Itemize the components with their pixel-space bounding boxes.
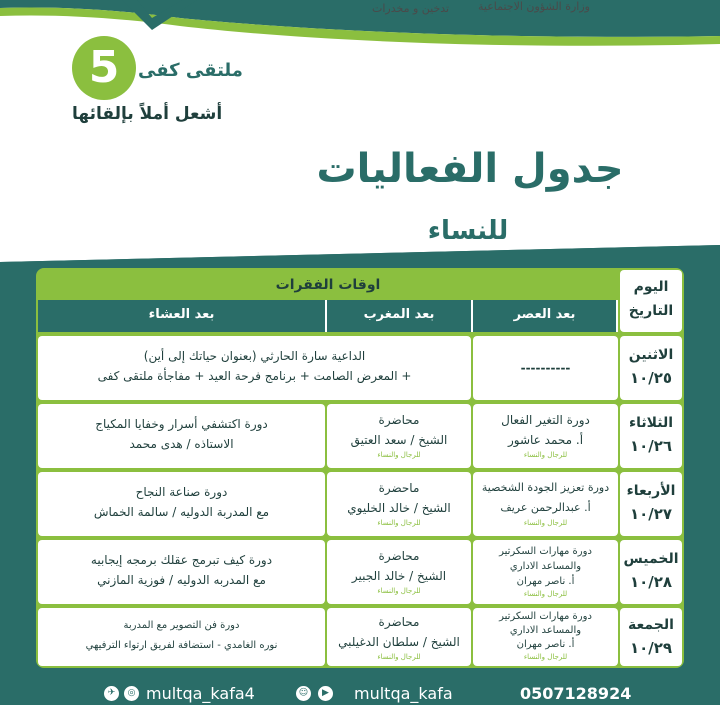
cell-line: الشيخ / خالد الخليوي bbox=[347, 501, 451, 515]
cell-line: والمساعد الاداري bbox=[509, 625, 582, 636]
asr-cell bbox=[473, 404, 618, 468]
cell-line: الداعية سارة الحارثي (بعنوان حياتك إلى أين) bbox=[143, 349, 366, 363]
cell-line: محاضرة bbox=[378, 549, 420, 563]
page-title: جدول الفعاليات bbox=[316, 146, 624, 192]
youtube-icon[interactable]: ▶ bbox=[318, 686, 333, 701]
snapchat-icon[interactable]: ☺ bbox=[296, 686, 311, 701]
day-date: ١٠/٢٨ bbox=[629, 573, 673, 591]
cell-line: محاضرة bbox=[378, 413, 420, 427]
logo-checkmark-icon bbox=[112, 0, 202, 40]
asr-cell bbox=[473, 540, 618, 604]
day-date-header bbox=[620, 270, 682, 332]
cell-line: نوره الغامدي - استضافة لفريق ارتواء الترفيهي bbox=[85, 640, 278, 651]
table-row-day bbox=[620, 540, 682, 604]
cell-line: دورة تعزيز الجودة الشخصية bbox=[481, 481, 610, 494]
social-handle-secondary[interactable]: multqa_kafa4 bbox=[146, 684, 255, 703]
isha-cell bbox=[38, 472, 325, 536]
header-tagline: تدخين و مخدرات bbox=[372, 2, 450, 15]
cell-line: الشيخ / سلطان الدغيلبي bbox=[338, 635, 460, 649]
cell-line: أ. ناصر مهران bbox=[516, 576, 575, 587]
cell-line: مع المدربه الدوليه / فوزية المازني bbox=[97, 573, 266, 587]
cell-line: الشيخ / سعد العتيق bbox=[350, 433, 448, 447]
audience-note: للرجال والنساء bbox=[377, 653, 421, 661]
day-date: ١٠/٢٥ bbox=[629, 369, 673, 387]
slogan: أشعل أملاً بإلقائها bbox=[72, 104, 223, 124]
isha-cell bbox=[38, 608, 325, 666]
day-name: الأربعاء bbox=[626, 483, 676, 499]
cell-line: والمساعد الاداري bbox=[509, 561, 582, 572]
cell-line: دورة صناعة النجاح bbox=[135, 485, 228, 499]
logo-number-badge: 5 bbox=[72, 36, 136, 100]
cell-line: دورة التغير الفعال bbox=[501, 413, 590, 427]
combined-cell bbox=[38, 336, 471, 400]
page-subtitle: للنساء bbox=[427, 216, 509, 246]
audience-note: للرجال والنساء bbox=[377, 451, 421, 459]
isha-cell bbox=[38, 540, 325, 604]
audience-note: للرجال والنساء bbox=[377, 587, 421, 595]
date-header: التاريخ bbox=[628, 303, 674, 319]
isha-cell bbox=[38, 404, 325, 468]
audience-note: للرجال والنساء bbox=[377, 519, 421, 527]
day-header: اليوم bbox=[633, 279, 669, 295]
asr-cell bbox=[473, 472, 618, 536]
table-row-day bbox=[620, 472, 682, 536]
maghrib-cell bbox=[327, 472, 471, 536]
cell-line: ماحضرة bbox=[378, 481, 420, 495]
day-date: ١٠/٢٦ bbox=[629, 437, 673, 455]
brand-name: ملتقى كفى bbox=[138, 60, 243, 81]
phone-number: 0507128924 bbox=[520, 684, 632, 703]
day-name: الجمعة bbox=[628, 617, 674, 633]
cell-line: دورة كيف تبرمج عقلك برمجه إيجابيه bbox=[90, 553, 273, 567]
day-name: الاثنين bbox=[628, 347, 674, 363]
day-date: ١٠/٢٧ bbox=[629, 505, 673, 523]
times-header: اوقات الفقرات bbox=[275, 277, 381, 293]
audience-note: للرجال والنساء bbox=[523, 451, 568, 459]
day-date: ١٠/٢٩ bbox=[629, 639, 673, 657]
cell-line: أ. ناصر مهران bbox=[516, 639, 575, 650]
maghrib-cell bbox=[327, 608, 471, 666]
cell-line: الشيخ / خالد الجبير bbox=[351, 569, 447, 583]
cell-line: دورة مهارات السكرتير bbox=[499, 611, 592, 622]
table-row-day bbox=[620, 608, 682, 666]
schedule-table bbox=[36, 268, 684, 678]
maghrib-cell bbox=[327, 404, 471, 468]
audience-note: للرجال والنساء bbox=[523, 590, 568, 598]
ministry-name: وزارة الشؤون الاجتماعية bbox=[478, 0, 590, 13]
cell-line: أ. محمد عاشور bbox=[507, 433, 584, 447]
instagram-icon[interactable]: ◎ bbox=[124, 686, 139, 701]
cell-line: الاستاذه / هدى محمد bbox=[129, 437, 234, 451]
day-name: الثلاثاء bbox=[628, 415, 674, 431]
column-header-isha: بعد العشاء bbox=[38, 300, 327, 332]
cell-line: محاضرة bbox=[378, 615, 420, 629]
asr-cell bbox=[473, 608, 618, 666]
day-name: الخميس bbox=[623, 551, 679, 567]
table-row-day bbox=[620, 404, 682, 468]
audience-note: للرجال والنساء bbox=[523, 653, 568, 661]
table-row-day bbox=[620, 336, 682, 400]
maghrib-cell bbox=[327, 540, 471, 604]
twitter-icon[interactable]: ✈ bbox=[104, 686, 119, 701]
cell-line: دورة فن التصوير مع المدربة bbox=[123, 620, 240, 631]
audience-note: للرجال والنساء bbox=[523, 519, 568, 527]
column-header-maghrib: بعد المغرب bbox=[327, 300, 473, 332]
cell-line: دورة مهارات السكرتير bbox=[499, 546, 592, 557]
asr-cell: ---------- bbox=[473, 336, 618, 400]
cell-line: + المعرض الصامت + برنامج فرحة العيد + مفاجأة ملتقى كفى bbox=[97, 369, 412, 383]
cell-line: مع المدربة الدوليه / سالمة الخماش bbox=[93, 505, 270, 519]
cell-line: أ. عبدالرحمن عريف bbox=[500, 501, 591, 514]
social-handle-primary[interactable]: multqa_kafa bbox=[354, 684, 453, 703]
column-header-asr: بعد العصر bbox=[473, 300, 618, 332]
cell-line: دورة اكتشفي أسرار وخفايا المكياج bbox=[95, 417, 268, 431]
